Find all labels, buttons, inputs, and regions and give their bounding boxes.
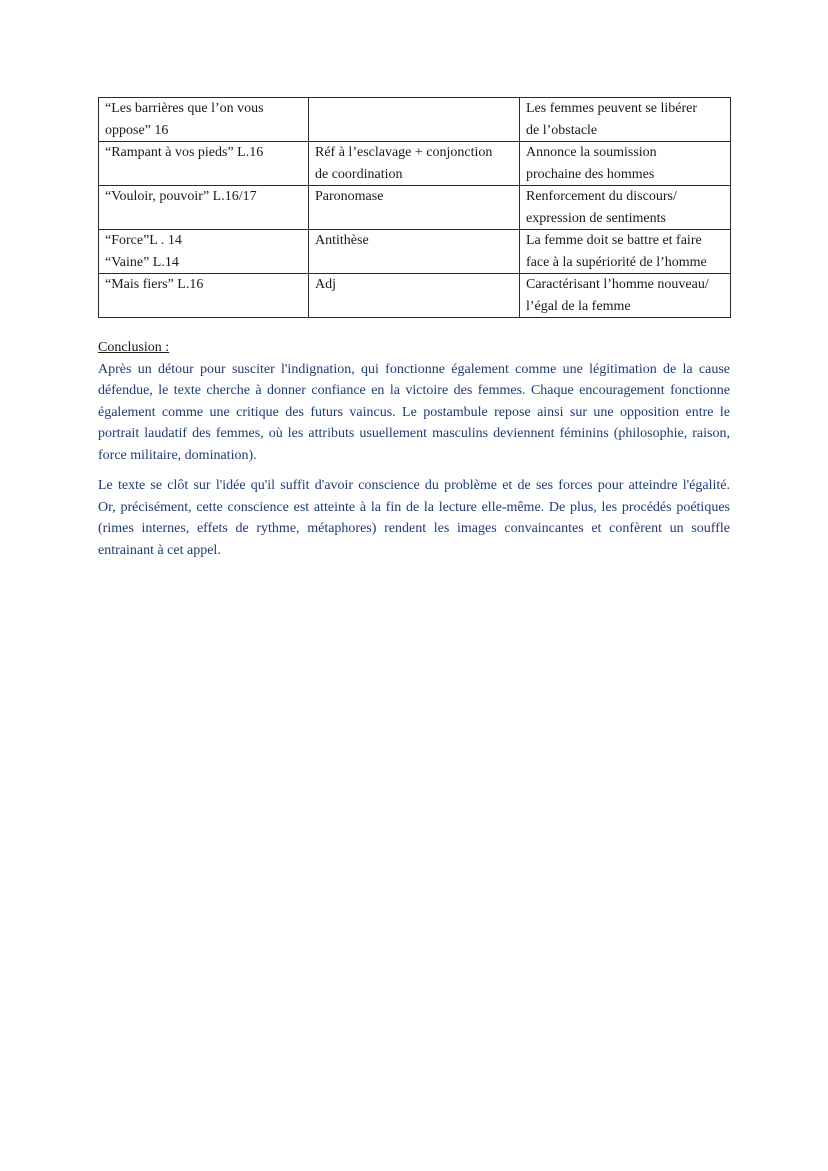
paragraph-line: portrait laudatif des femmes, où les attributs usuellement masculins deviennent féminins (philosophie, raison,	[98, 426, 730, 441]
table-row	[99, 186, 731, 230]
paragraph-line: force militaire, domination).	[98, 447, 257, 463]
cell-line: Caractérisant l’homme nouveau/	[526, 277, 709, 292]
cell-line: “Vaine” L.14	[105, 254, 179, 270]
cell-line: “Vouloir, pouvoir” L.16/17	[105, 189, 257, 204]
quote-cell	[99, 98, 309, 142]
cell-line: face à la supériorité de l’homme	[526, 254, 707, 270]
cell-line: prochaine des hommes	[526, 166, 655, 182]
cell-line: “Rampant à vos pieds” L.16	[105, 145, 264, 160]
cell-line: “Les barrières que l’on vous	[105, 101, 264, 116]
interpretation-cell	[520, 142, 731, 186]
conclusion-paragraph	[98, 359, 730, 467]
device-cell	[309, 274, 520, 318]
quote-cell	[99, 186, 309, 230]
cell-line: Adj	[315, 277, 336, 292]
quote-cell	[99, 230, 309, 274]
paragraph-line: entrainant à cet appel.	[98, 542, 221, 558]
cell-line: “Force”L . 14	[105, 233, 182, 248]
cell-line: Paronomase	[315, 189, 384, 204]
cell-line: Réf à l’esclavage + conjonction	[315, 145, 493, 160]
cell-line: Annonce la soumission	[526, 145, 657, 160]
cell-line: expression de sentiments	[526, 210, 666, 226]
cell-line: Les femmes peuvent se libérer	[526, 101, 698, 116]
conclusion-section	[98, 337, 730, 561]
cell-line: Renforcement du discours/	[526, 189, 677, 204]
paragraph-line: Après un détour pour susciter l'indignation, qui fonctionne également comme une légitimation de la cause	[98, 361, 730, 377]
paragraph-line: Or, précisément, cette conscience est atteinte à la fin de la lecture elle-même. De plus, les procédés poétiques	[98, 499, 730, 515]
device-cell	[309, 98, 520, 142]
interpretation-cell	[520, 230, 731, 274]
cell-line: Antithèse	[315, 233, 369, 248]
quote-cell	[99, 142, 309, 186]
table-row	[99, 98, 731, 142]
interpretation-cell	[520, 274, 731, 318]
paragraph-line: défendue, le texte cherche à donner confiance en la victoire des femmes. Chaque encouragement fonctionne	[98, 383, 730, 398]
table-row	[99, 230, 731, 274]
cell-line: “Mais fiers” L.16	[105, 277, 204, 292]
conclusion-heading: Conclusion :	[98, 340, 170, 355]
analysis-table	[98, 97, 731, 318]
paragraph-line: également comme une critique des futurs vaincus. Le postambule repose ainsi sur une opposition entre le	[98, 404, 730, 420]
cell-line: oppose” 16	[105, 122, 169, 138]
conclusion-paragraph	[98, 475, 730, 561]
interpretation-cell	[520, 186, 731, 230]
device-cell	[309, 142, 520, 186]
paragraph-line: Le texte se clôt sur l'idée qu'il suffit d'avoir conscience du problème et de ses forces pour atteindre l'égalité.	[98, 478, 730, 493]
table-row	[99, 142, 731, 186]
cell-line: La femme doit se battre et faire	[526, 233, 702, 248]
cell-line: de coordination	[315, 166, 403, 182]
paragraph-line: (rimes internes, effets de rythme, métaphores) rendent les images convaincantes et confèrent un souffle	[98, 521, 730, 536]
interpretation-cell	[520, 98, 731, 142]
device-cell	[309, 230, 520, 274]
cell-line: l’égal de la femme	[526, 298, 631, 314]
device-cell	[309, 186, 520, 230]
cell-line: de l’obstacle	[526, 122, 598, 138]
table-row	[99, 274, 731, 318]
quote-cell	[99, 274, 309, 318]
